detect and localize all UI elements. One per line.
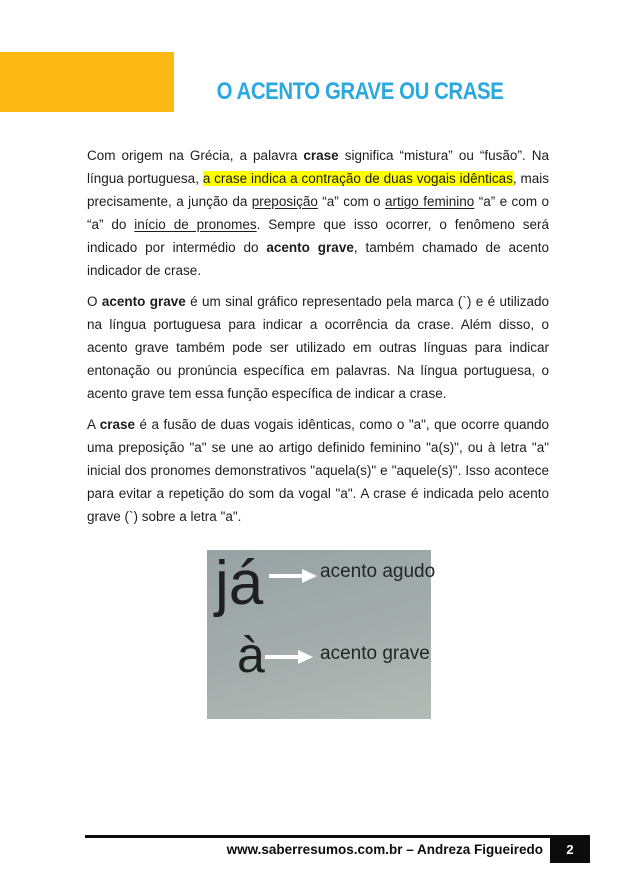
text-segment: é a fusão de duas vogais idênticas, como o "a", que ocorre quando uma preposição "a" se une ao artigo definido feminino "a(s)", ou à letra "a" inicial dos pronomes demonstrativos "aquela(s)" e "aquele(s)". Isso acontece para evitar a repetição do som da vogal "a". A crase é indicada pelo acento grave (`) sobre a letra "a". bbox=[87, 417, 549, 524]
text-segment: artigo feminino bbox=[385, 194, 475, 209]
text-segment: . Sempre que isso ocorrer, o fenômeno será indicado por intermédio do bbox=[87, 217, 549, 255]
text-segment: A bbox=[87, 417, 100, 432]
text-segment: “a” com o bbox=[317, 194, 386, 209]
text-segment: significa “mistura” ou “fusão”. Na língua portuguesa, bbox=[87, 148, 549, 186]
text-segment: crase bbox=[99, 417, 136, 432]
text-segment: acento grave bbox=[101, 294, 186, 309]
right-arrow-icon bbox=[269, 569, 317, 583]
accent-bar bbox=[0, 52, 174, 112]
paragraph-acento-grave bbox=[87, 290, 549, 405]
text-segment: acento grave bbox=[266, 240, 354, 255]
text-segment: Com origem na Grécia, a palavra bbox=[87, 148, 304, 163]
text-segment: a crase indica a contração de duas vogais idênticas bbox=[202, 171, 513, 186]
text-segment: preposição bbox=[251, 194, 318, 209]
paragraph-crase bbox=[87, 413, 549, 528]
document-body bbox=[87, 144, 549, 536]
text-segment: início de pronomes bbox=[134, 217, 257, 232]
right-arrow-icon bbox=[265, 650, 313, 664]
text-segment: crase bbox=[303, 148, 339, 163]
figure-word-a-grave: à bbox=[237, 627, 265, 683]
figure-word-ja: já bbox=[215, 549, 264, 618]
footer-credit: www.saberresumos.com.br – Andreza Figueiredo bbox=[226, 842, 543, 857]
accent-example-figure bbox=[207, 549, 436, 719]
text-segment: é um sinal gráfico representado pela marca (`) e é utilizado na língua portuguesa para indicar a ocorrência da crase. Além disso, o acento grave também pode ser utilizado em outras línguas para indicar entonação ou pronúncia específica em palavras. Na língua portuguesa, o acento grave tem essa função específica de indicar a crase. bbox=[87, 294, 549, 401]
text-segment: , também chamado de acento indicador de crase. bbox=[87, 240, 549, 278]
page-title: O ACENTO GRAVE OU CRASE bbox=[216, 78, 504, 106]
text-segment: “a” e com o “a” do bbox=[87, 194, 549, 232]
footer-rule bbox=[85, 835, 590, 838]
text-segment: , mais precisamente, a junção da bbox=[87, 171, 549, 209]
figure-label-acento-grave: acento grave bbox=[320, 643, 430, 664]
text-segment: O bbox=[87, 294, 102, 309]
paragraph-intro bbox=[87, 144, 549, 282]
page-number-badge: 2 bbox=[550, 835, 590, 863]
figure-label-acento-agudo: acento agudo bbox=[320, 561, 436, 582]
